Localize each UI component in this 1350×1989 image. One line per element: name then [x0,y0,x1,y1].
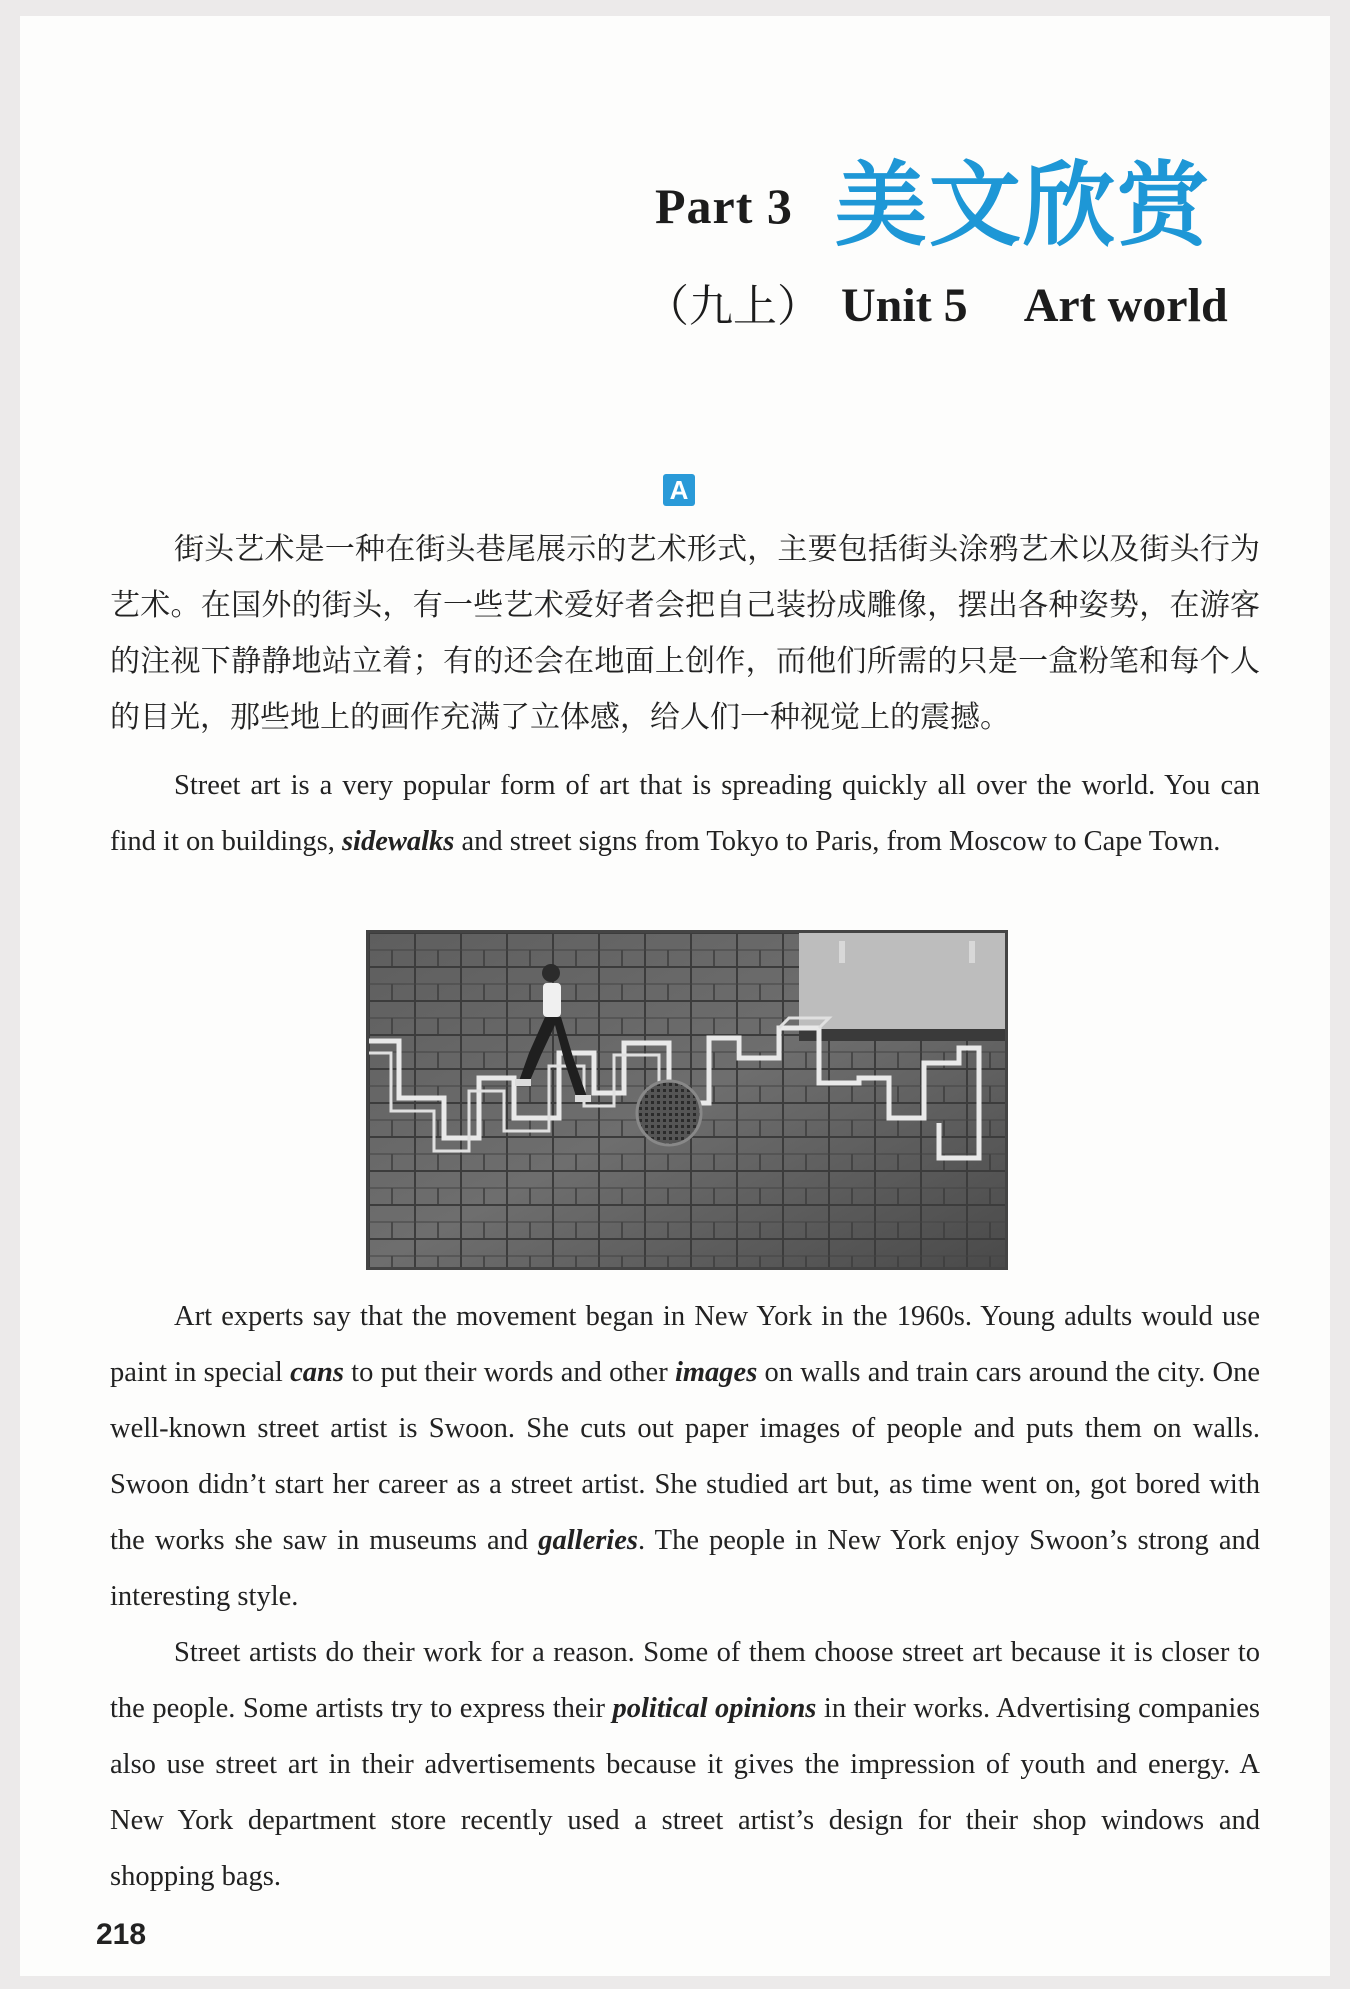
grade-label: （九上） [645,281,821,332]
p2-text-b: to put their words and other [343,1357,675,1388]
p1-text-a: Street art is a very popular form of art that is spreading quickly all over the world. You can find it on buildings, [110,770,1260,857]
paragraph-3 [110,1625,1260,1905]
chinese-intro: 街头艺术是一种在街头巷尾展示的艺术形式，主要包括街头涂鸦艺术以及街头行为艺术。在国外的街头，有一些艺术爱好者会把自己装扮成雕像，摆出各种姿势，在游客的注视下静静地站立着；有的还会在地面上创作，而他们所需的只是一盒粉笔和每个人的目光，那些地上的画作充满了立体感，给人们一种视觉上的震撼。 [110,532,1260,735]
section-badge: A [663,474,695,506]
p3-text-a: Street artists do their work for a reason. Some of them choose street art because it is closer to the people. Some artists try to express their [110,1637,1260,1724]
street-art-photo [366,930,1008,1270]
p1-text-b: and street signs from Tokyo to Paris, from Moscow to Cape Town. [454,826,1221,857]
keyword-sidewalks: sidewalks [341,826,455,857]
keyword-cans: cans [290,1357,344,1388]
keyword-images: images [674,1357,758,1388]
page-number: 218 [96,1918,147,1951]
p2-text-d: . The people in New York enjoy Swoon’s strong and interesting style. [110,1525,1260,1612]
p2-text-c: on walls and train cars around the city. One well-known street artist is Swoon. She cuts out paper images of people and puts them on walls. Swoon didn’t start her career as a street artist. She studied art but, as time went on, got bored with the works she saw in museums and [110,1357,1261,1556]
paragraph-2 [110,1289,1260,1625]
section-title-cn: 美文欣赏 [834,152,1211,259]
unit-heading [645,270,1228,334]
p2-text-a: Art experts say that the movement began in New York in the 1960s. Young adults would use paint in special [110,1301,1260,1388]
unit-topic: Art world [1023,279,1228,332]
manhole-cover [637,1081,701,1145]
keyword-galleries: galleries [538,1525,638,1556]
part-heading [655,152,1211,259]
part-label: Part 3 [655,178,793,234]
unit-label: Unit 5 [841,279,968,332]
keyword-political-opinions: political opinions [612,1693,817,1724]
p3-text-b: in their works. Advertising companies also use street art in their advertisements because it gives the impression of youth and energy. A New York department store recently used a street artist’s design for their shop windows and shopping bags. [110,1693,1261,1892]
paragraph-1 [110,758,1260,870]
